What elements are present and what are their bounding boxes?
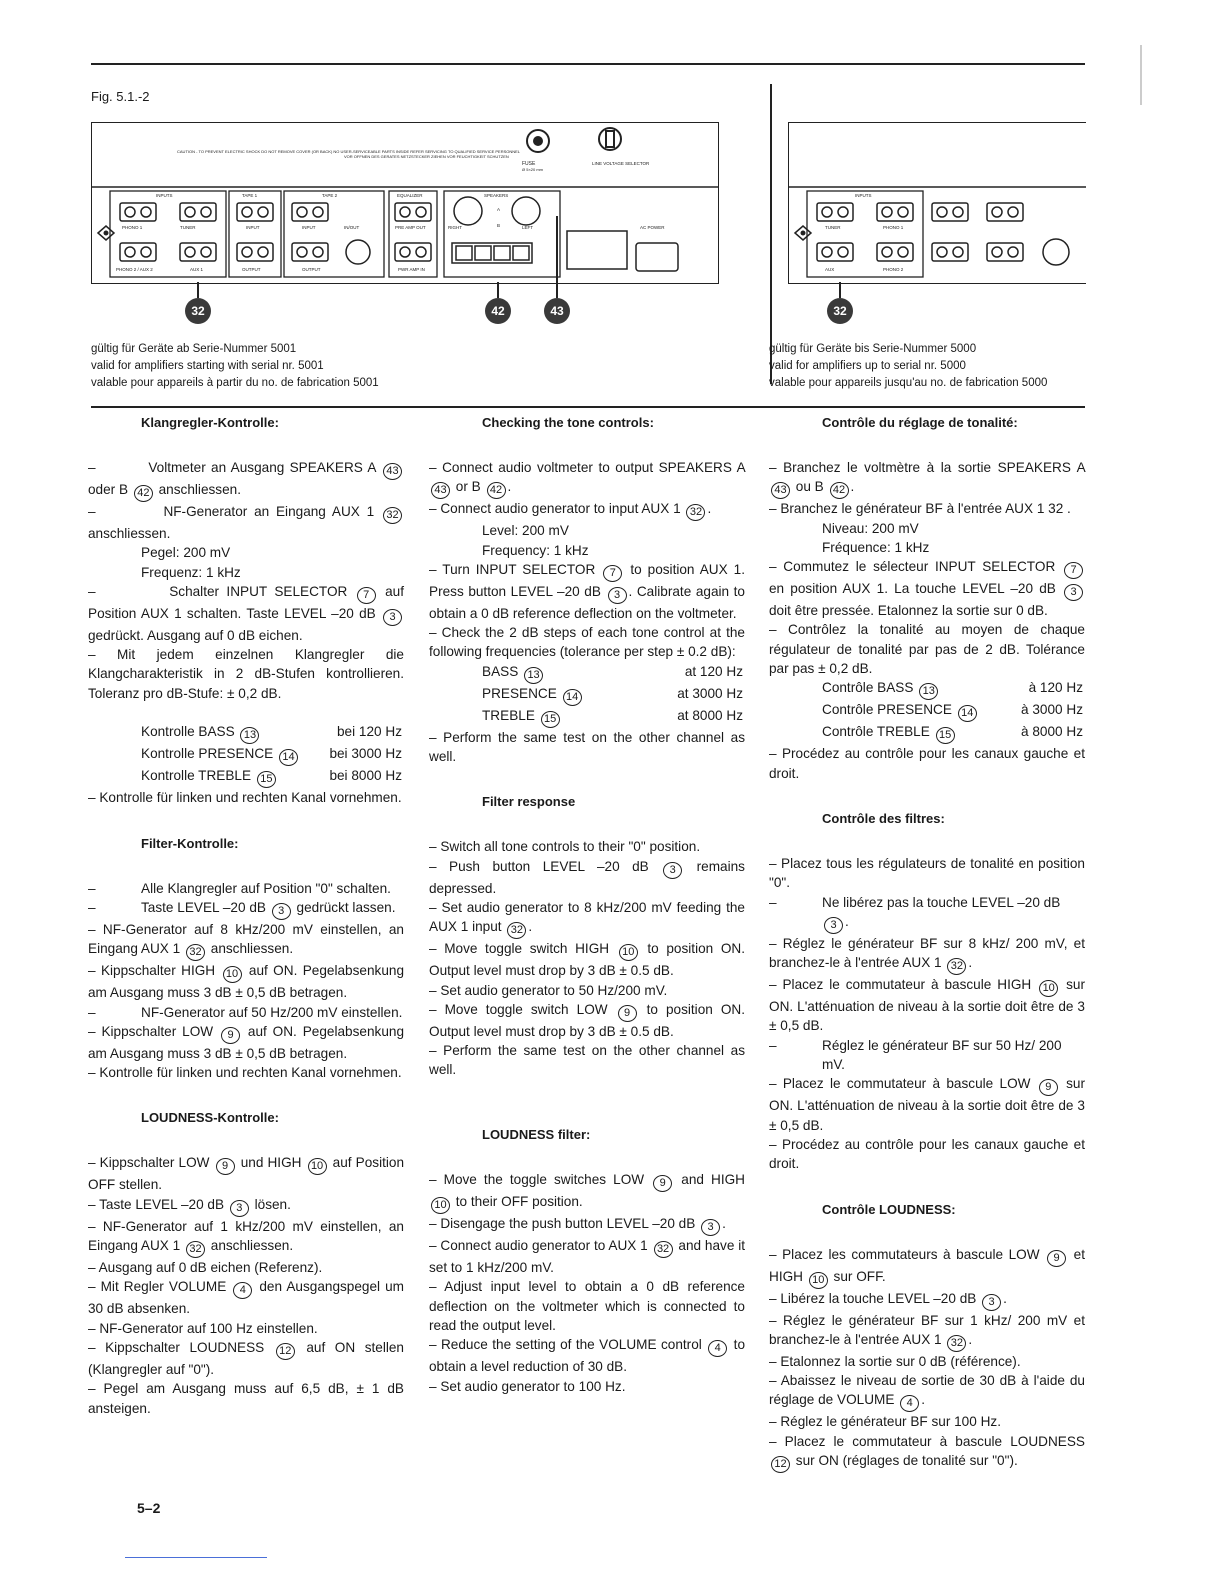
para-en-filter-2: – Push button LEVEL –20 dB 3 remains depressed.: [429, 858, 745, 896]
footer-line: [125, 1557, 267, 1558]
caption-left-en: valid for amplifiers starting with serial nr. 5001: [91, 360, 324, 372]
warning-text-de: VOR OFFNEN DES GERATES NETZSTECKER ZIEHEN VOR FEUCHTIGKEIT SCHUTZEN: [344, 154, 509, 159]
column-english: [429, 413, 745, 1396]
label-input-2: INPUT: [302, 225, 316, 230]
fuse-rating: Ø 5×20 mm: [522, 167, 544, 172]
para-en-filter-3: – Set audio generator to 8 kHz/200 mV feeding the AUX 1 input 32 .: [429, 898, 745, 939]
rear-panel-old: [788, 122, 1086, 284]
fr-niveau: Niveau: 200 mV: [822, 520, 919, 536]
label-output-2: OUTPUT: [302, 267, 321, 272]
label-tape2: TAPE 2: [322, 193, 338, 198]
para-fr-loud-6: – Réglez le générateur BF sur 100 Hz.: [769, 1414, 1001, 1430]
warning-text-en: CAUTION - TO PREVENT ELECTRIC SHOCK DO NOT REMOVE COVER (OR BACK) NO USER-SERVICEABLE PARTS INSIDE REFER SERVICING TO QUALIFIED SERVICE PERSONNEL: [177, 149, 521, 154]
figure-label: Fig. 5.1.-2: [91, 89, 150, 104]
para-fr-filter-6: – Placez le commutateur à bascule LOW 9 sur ON. L'atténuation de niveau à la sortie doit être de 3 ± 0,5 dB.: [769, 1076, 1085, 1133]
edge-mark: [1140, 45, 1142, 105]
heading-tone-de: Klangregler-Kontrolle:: [141, 415, 279, 430]
speakers-group: [444, 191, 560, 277]
para-de-tone-4: – Mit jedem einzelnen Klangregler die Klangcharakteristik in 2 dB-Stufen kontrollieren. Toleranz pro dB-Stufe: ± 0,2 dB.: [88, 647, 404, 701]
label-phono1-old: PHONO 1: [883, 225, 904, 230]
para-de-loud-6: – NF-Generator auf 100 Hz einstellen.: [88, 1320, 318, 1336]
label-phono2-old: PHONO 2: [883, 267, 904, 272]
en-row-bass: BASS 13 at 120 Hz: [429, 662, 745, 684]
caption-left-fr: valable pour appareils à partir du no. de fabrication 5001: [91, 377, 379, 389]
label-speaker-a: A: [497, 207, 501, 212]
de-pegel: Pegel: 200 mV: [141, 545, 231, 561]
rear-panel-old-drawing: [789, 123, 1086, 283]
caption-left-de: gültig für Geräte ab Serie-Nummer 5001: [91, 343, 297, 355]
en-row-presence: PRESENCE 14 at 3000 Hz: [429, 684, 745, 706]
para-fr-tone-5: – Procédez au contrôle pour les canaux gauche et droit.: [769, 746, 1085, 781]
para-en-tone-3: – Turn INPUT SELECTOR 7 to position AUX 1. Press button LEVEL –20 dB 3 . Calibrate again to obtain a 0 dB reference deflection on the voltmeter.: [429, 561, 746, 621]
para-en-tone-4: – Check the 2 dB steps of each tone control at the following frequencies (tolerance per step ± 0.2 dB):: [429, 625, 745, 660]
label-ac-power: AC POWER: [640, 225, 665, 230]
label-left: LEFT: [522, 225, 534, 230]
en-row-treble: TREBLE 15 at 8000 Hz: [429, 706, 745, 728]
line-voltage-label: LINE VOLTAGE SELECTOR: [592, 161, 650, 166]
para-de-loud-3: – NF-Generator auf 1 kHz/200 mV einstellen, an Eingang AUX 1 32 anschliessen.: [88, 1217, 404, 1258]
label-inout: IN/OUT: [344, 225, 360, 230]
label-input-1: INPUT: [246, 225, 260, 230]
para-en-tone-1: – Connect audio voltmeter to output SPEAKERS A 43 or B 42 .: [429, 458, 745, 499]
para-fr-loud-2: – Libérez la touche LEVEL –20 dB 3 .: [769, 1289, 1085, 1311]
de-row-presence: Kontrolle PRESENCE 14 bei 3000 Hz: [88, 744, 404, 766]
label-tape1: TAPE 1: [242, 193, 258, 198]
de-frequenz: Frequenz: 1 kHz: [141, 564, 241, 580]
para-fr-filter-1: – Placez tous les régulateurs de tonalité en position "0".: [769, 855, 1085, 891]
heading-loudness-en: LOUDNESS filter:: [482, 1127, 591, 1143]
section-rule: [91, 406, 1085, 408]
para-fr-filter-4: – Placez le commutateur à bascule HIGH 10 sur ON. L'atténuation de niveau à la sortie doit être de 3 ± 0,5 dB.: [769, 977, 1086, 1034]
label-equalizer: EQUALIZER: [397, 193, 423, 198]
en-frequency: Frequency: 1 kHz: [482, 542, 589, 558]
en-level: Level: 200 mV: [482, 523, 569, 539]
rear-panel-new: [91, 122, 719, 284]
label-right: RIGHT: [448, 225, 462, 230]
para-de-filter-7: – Kontrolle für linken und rechten Kanal vornehmen.: [88, 1065, 402, 1081]
column-french: [769, 413, 1085, 1473]
label-tuner-old: TUNER: [825, 225, 841, 230]
label-aux-old: AUX: [825, 267, 835, 272]
label-inputs: INPUTS: [156, 193, 173, 198]
para-en-filter-5: – Set audio generator to 50 Hz/200 mV.: [429, 982, 668, 998]
callout-stem-32: [197, 282, 199, 298]
heading-loudness-fr: Contrôle LOUDNESS:: [822, 1201, 956, 1217]
label-pwr-amp-in: PWR AMP IN: [398, 267, 425, 272]
callout-32-right: 32: [827, 298, 853, 324]
para-fr-loud-1: – Placez les commutateurs à bascule LOW 9 et HIGH 10 sur OFF.: [769, 1245, 1085, 1289]
caption-right: [769, 341, 1047, 392]
label-phono1: PHONO 1: [122, 225, 143, 230]
de-row-bass: Kontrolle BASS 13 bei 120 Hz: [88, 722, 404, 744]
para-de-loud-7: – Kippschalter LOUDNESS 12 auf ON stellen (Klangregler auf "0").: [88, 1339, 404, 1377]
para-fr-tone-2: – Branchez le générateur BF à l'entrée AUX 1 32 .: [769, 501, 1071, 517]
page-number: 5–2: [137, 1500, 161, 1516]
para-en-filter-1: – Switch all tone controls to their "0" position.: [429, 839, 701, 855]
jack-pairs-old: [817, 203, 1069, 265]
para-en-loud-2: – Disengage the push button LEVEL –20 dB 3 .: [429, 1214, 745, 1236]
label-inputs-old: INPUTS: [855, 193, 872, 198]
para-fr-filter-2: – Ne libérez pas la touche LEVEL –20 dB 3 .: [769, 893, 1085, 934]
caption-left: [91, 341, 379, 392]
tape2-group: [284, 191, 384, 277]
para-de-loud-4: – Ausgang auf 0 dB eichen (Referenz).: [88, 1260, 323, 1276]
label-phono2-aux2: PHONO 2 / AUX 2: [116, 267, 153, 272]
label-aux1: AUX 1: [190, 267, 204, 272]
label-speakers: SPEAKERS: [484, 193, 509, 198]
para-de-tone-5: – Kontrolle für linken und rechten Kanal vornehmen.: [88, 790, 402, 806]
para-fr-tone-4: – Contrôlez la tonalité au moyen de chaque régulateur de tonalité par pas de 2 dB. Tolérance par pas ± 0,2 dB.: [769, 622, 1085, 677]
heading-tone-fr: Contrôle du réglage de tonalité:: [822, 415, 1018, 430]
callout-32-left: 32: [185, 298, 211, 324]
rear-panel-new-drawing: [92, 123, 718, 283]
inputs-group: [110, 191, 226, 277]
label-tuner: TUNER: [180, 225, 196, 230]
para-en-loud-6: – Set audio generator to 100 Hz.: [429, 1378, 626, 1394]
caption-right-en: valid for amplifiers up to serial nr. 5000: [769, 360, 966, 372]
fr-row-treble: Contrôle TREBLE 15 à 8000 Hz: [769, 722, 1085, 744]
para-de-loud-8: – Pegel am Ausgang muss auf 6,5 dB, ± 1 dB ansteigen.: [88, 1381, 404, 1416]
para-en-tone-2: – Connect audio generator to input AUX 1 32 .: [429, 499, 745, 521]
column-german: [88, 413, 404, 1418]
para-en-loud-5: – Reduce the setting of the VOLUME control 4 to obtain a level reduction of 30 dB.: [429, 1337, 746, 1375]
para-fr-loud-3: – Réglez le générateur BF sur 1 kHz/ 200 mV et branchez-le à l'entrée AUX 1 32 .: [769, 1311, 1085, 1352]
caption-right-de: gültig für Geräte bis Serie-Nummer 5000: [769, 343, 977, 355]
callout-stem-43: [556, 216, 558, 298]
para-en-loud-4: – Adjust input level to obtain a 0 dB reference deflection on the voltmeter which is connected to read the output level.: [429, 1279, 745, 1333]
para-fr-filter-5: – Réglez le générateur BF sur 50 Hz/ 200 mV.: [769, 1037, 1062, 1073]
para-fr-loud-5: – Abaissez le niveau de sortie de 30 dB à l'aide du réglage de VOLUME 4 .: [769, 1371, 1085, 1412]
para-de-filter-1: – Alle Klangregler auf Position "0" schalten.: [88, 880, 391, 896]
para-de-loud-5: – Mit Regler VOLUME 4 den Ausgangspegel um 30 dB absenken.: [88, 1279, 405, 1317]
de-row-treble: Kontrolle TREBLE 15 bei 8000 Hz: [88, 766, 404, 788]
top-rule: [91, 63, 1085, 65]
fr-row-presence: Contrôle PRESENCE 14 à 3000 Hz: [769, 700, 1085, 722]
para-fr-loud-4: – Etalonnez la sortie sur 0 dB (référence).: [769, 1353, 1021, 1369]
fuse-holder-core-icon: [533, 136, 543, 146]
para-en-filter-7: – Perform the same test on the other channel as well.: [429, 1043, 745, 1078]
heading-filter-de: Filter-Kontrolle:: [141, 835, 239, 851]
para-en-loud-1: – Move the toggle switches LOW 9 and HIGH 10 to their OFF position.: [429, 1170, 745, 1214]
para-fr-filter-7: – Procédez au contrôle pour les canaux gauche et droit.: [769, 1136, 1085, 1172]
para-fr-tone-3: – Commutez le sélecteur INPUT SELECTOR 7 en position AUX 1. La touche LEVEL –20 dB 3 doit être pressée. Etalonnez la sortie sur 0 dB.: [769, 557, 1085, 620]
para-en-loud-3: – Connect audio generator to AUX 1 32 and have it set to 1 kHz/200 mV.: [429, 1238, 746, 1276]
para-fr-loud-7: – Placez le commutateur à bascule LOUDNESS 12 sur ON (réglages de tonalité sur "0").: [769, 1432, 1085, 1473]
callout-stem-42: [497, 282, 499, 298]
para-de-filter-2: – Taste LEVEL –20 dB 3 gedrückt lassen.: [88, 898, 404, 920]
jack-pairs: [120, 197, 678, 271]
para-de-loud-1: – Kippschalter LOW 9 und HIGH 10 auf Position OFF stellen.: [88, 1155, 405, 1193]
fuse-label: FUSE: [522, 161, 536, 167]
para-de-filter-4: – Kippschalter HIGH 10 auf ON. Pegelabsenkung am Ausgang muss 3 dB ± 0,5 dB betragen.: [88, 963, 405, 1001]
figure-divider: [770, 84, 772, 384]
label-speaker-b: B: [497, 223, 501, 228]
heading-tone-en: Checking the tone controls:: [482, 415, 654, 430]
para-de-filter-5: – NF-Generator auf 50 Hz/200 mV einstellen.: [88, 1004, 403, 1020]
para-de-tone-3: – Schalter INPUT SELECTOR 7 auf Position AUX 1 schalten. Taste LEVEL –20 dB 3 gedrückt. Ausgang auf 0 dB eichen.: [88, 583, 405, 643]
heading-loudness-de: LOUDNESS-Kontrolle:: [141, 1110, 279, 1126]
para-de-filter-6: – Kippschalter LOW 9 auf ON. Pegelabsenkung am Ausgang muss 3 dB ± 0,5 dB betragen.: [88, 1023, 405, 1061]
callout-43: 43: [544, 298, 570, 324]
para-de-loud-2: – Taste LEVEL –20 dB 3 lösen.: [88, 1195, 404, 1217]
para-de-filter-3: – NF-Generator auf 8 kHz/200 mV einstellen, an Eingang AUX 1 32 anschliessen.: [88, 920, 404, 961]
para-de-tone-2: – NF-Generator an Eingang AUX 1 32 anschliessen.: [88, 502, 404, 543]
para-en-tone-5: – Perform the same test on the other channel as well.: [429, 729, 745, 765]
para-en-filter-6: – Move toggle switch LOW 9 to position ON. Output level must drop by 3 dB ± 0.5 dB.: [429, 1001, 745, 1039]
label-pre-amp-out: PRE AMP OUT: [395, 225, 426, 230]
fr-frequence: Fréquence: 1 kHz: [822, 539, 930, 555]
para-de-tone-1: – Voltmeter an Ausgang SPEAKERS A 43 oder B 42 anschliessen.: [88, 458, 404, 502]
para-fr-filter-3: – Réglez le générateur BF sur 8 kHz/ 200 mV, et branchez-le à l'entrée AUX 1 32 .: [769, 934, 1085, 975]
para-fr-tone-1: – Branchez le voltmètre à la sortie SPEAKERS A 43 ou B 42 .: [769, 458, 1085, 499]
fr-row-bass: Contrôle BASS 13 à 120 Hz: [769, 678, 1085, 700]
para-en-filter-4: – Move toggle switch HIGH 10 to position ON. Output level must drop by 3 dB ± 0.5 dB.: [429, 941, 746, 979]
callout-stem-32-old: [839, 282, 841, 298]
heading-filter-en: Filter response: [482, 794, 576, 810]
label-output-1: OUTPUT: [242, 267, 261, 272]
caption-right-fr: valable pour appareils jusqu'au no. de fabrication 5000: [769, 377, 1048, 389]
callout-42: 42: [485, 298, 511, 324]
heading-filter-fr: Contrôle des filtres:: [822, 810, 945, 826]
